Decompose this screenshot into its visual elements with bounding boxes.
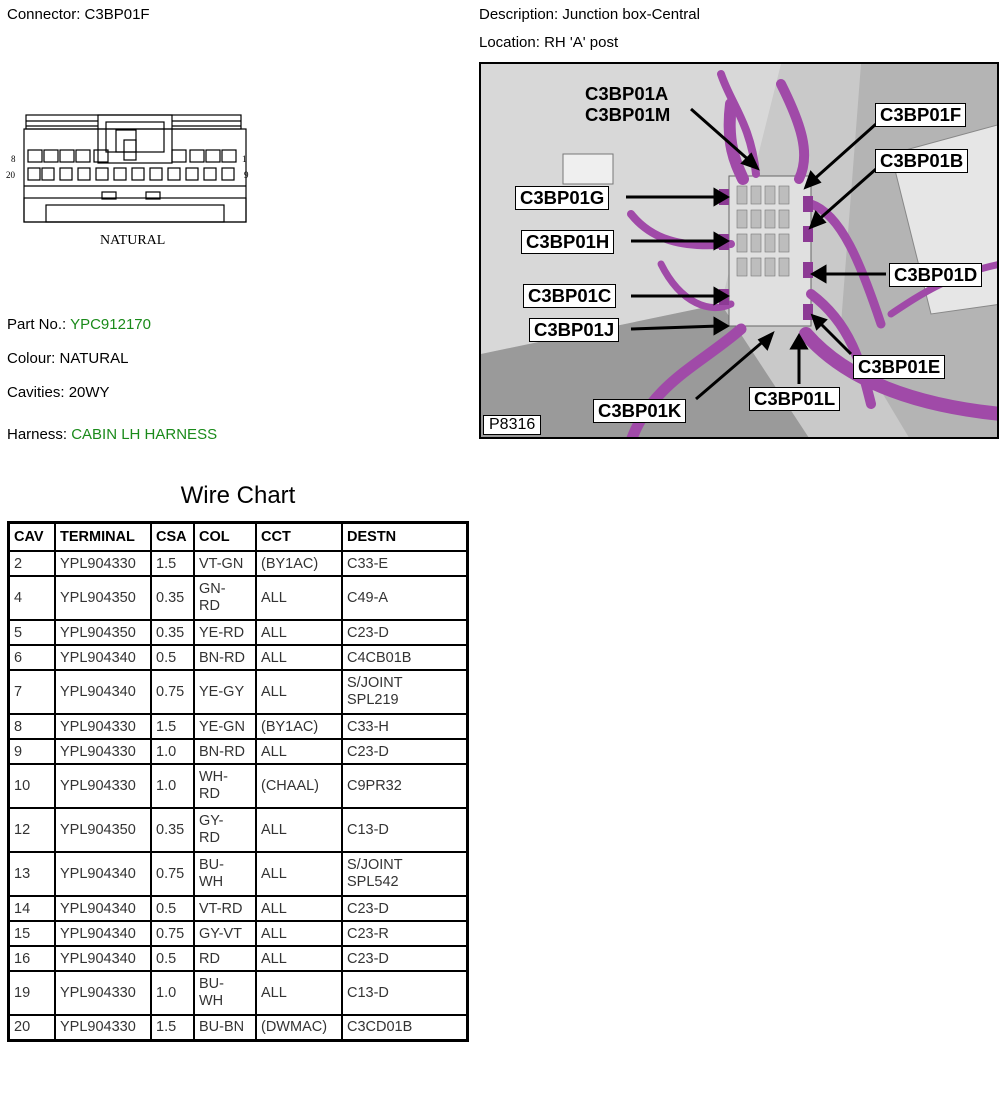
cell-cav: 7 xyxy=(9,670,56,714)
header-csa: CSA xyxy=(151,523,194,552)
pin-label-bottom-right: 9 xyxy=(244,170,249,180)
wire-row xyxy=(9,764,468,808)
cell-csa: 0.75 xyxy=(151,852,194,896)
harness-line xyxy=(7,426,217,443)
cell-csa: 0.35 xyxy=(151,620,194,645)
cell-destn: C49-A xyxy=(342,576,468,620)
cell-destn: C33-H xyxy=(342,714,468,739)
cell-cav: 12 xyxy=(9,808,56,852)
wire-chart-body xyxy=(9,551,468,1040)
cell-destn: C13-D xyxy=(342,808,468,852)
cell-destn: C23-D xyxy=(342,896,468,921)
cell-cct: (BY1AC) xyxy=(256,714,342,739)
cell-cav: 15 xyxy=(9,921,56,946)
pin-label-bottom-left: 20 xyxy=(6,170,15,180)
connector-face-diagram xyxy=(6,110,256,260)
colour-label: Colour: xyxy=(7,350,56,367)
callout-c3bp01d: C3BP01D xyxy=(889,263,982,287)
wire-row xyxy=(9,946,468,971)
callout-c3bp01h: C3BP01H xyxy=(521,230,614,254)
wire-row xyxy=(9,714,468,739)
cell-destn: S/JOINT SPL219 xyxy=(342,670,468,714)
wire-chart-header-row xyxy=(9,523,468,552)
cell-destn: C4CB01B xyxy=(342,645,468,670)
cell-col: BU-BN xyxy=(194,1015,256,1040)
cell-csa: 0.35 xyxy=(151,576,194,620)
cell-cct: ALL xyxy=(256,808,342,852)
wire-row xyxy=(9,921,468,946)
cell-terminal: YPL904340 xyxy=(55,921,151,946)
cell-cav: 2 xyxy=(9,551,56,576)
pin-label-top-left: 8 xyxy=(11,154,16,164)
cell-destn: C13-D xyxy=(342,971,468,1015)
cell-terminal: YPL904340 xyxy=(55,896,151,921)
cell-csa: 0.5 xyxy=(151,946,194,971)
cell-csa: 0.75 xyxy=(151,670,194,714)
cell-terminal: YPL904350 xyxy=(55,808,151,852)
cell-col: BN-RD xyxy=(194,645,256,670)
cell-destn: C23-D xyxy=(342,739,468,764)
wire-row xyxy=(9,808,468,852)
description-line xyxy=(479,6,700,23)
cell-cct: ALL xyxy=(256,576,342,620)
header-col: COL xyxy=(194,523,256,552)
cell-csa: 1.5 xyxy=(151,1015,194,1040)
cell-cct: ALL xyxy=(256,620,342,645)
colour-value: NATURAL xyxy=(59,350,129,367)
cell-cav: 8 xyxy=(9,714,56,739)
wire-row xyxy=(9,576,468,620)
cell-cct: ALL xyxy=(256,971,342,1015)
description-label: Description: xyxy=(479,6,559,23)
description-value: Junction box-Central xyxy=(562,6,700,23)
cell-col: YE-GN xyxy=(194,714,256,739)
cell-csa: 1.5 xyxy=(151,714,194,739)
callout-c3bp01a: C3BP01A xyxy=(585,83,669,104)
cell-terminal: YPL904350 xyxy=(55,576,151,620)
wire-row xyxy=(9,1015,468,1040)
cell-cct: ALL xyxy=(256,946,342,971)
cell-cct: ALL xyxy=(256,670,342,714)
cell-csa: 0.35 xyxy=(151,808,194,852)
cell-col: YE-RD xyxy=(194,620,256,645)
wire-chart-title: Wire Chart xyxy=(180,482,296,509)
callout-c3bp01e: C3BP01E xyxy=(853,355,945,379)
cell-terminal: YPL904330 xyxy=(55,1015,151,1040)
wire-chart-table xyxy=(7,521,469,1042)
connector-label: Connector: xyxy=(7,6,81,23)
cell-terminal: YPL904340 xyxy=(55,946,151,971)
cell-terminal: YPL904330 xyxy=(55,714,151,739)
wire-row xyxy=(9,971,468,1015)
cell-destn: C23-D xyxy=(342,620,468,645)
header-destn: DESTN xyxy=(342,523,468,552)
cell-cav: 10 xyxy=(9,764,56,808)
cell-destn: C23-D xyxy=(342,946,468,971)
cell-destn: C9PR32 xyxy=(342,764,468,808)
connector-line xyxy=(7,6,150,23)
cell-cav: 13 xyxy=(9,852,56,896)
cell-col: VT-RD xyxy=(194,896,256,921)
cell-col: BU- WH xyxy=(194,852,256,896)
cell-cav: 16 xyxy=(9,946,56,971)
cell-col: GY-VT xyxy=(194,921,256,946)
location-photo xyxy=(479,62,999,439)
header-cct: CCT xyxy=(256,523,342,552)
callout-c3bp01j: C3BP01J xyxy=(529,318,619,342)
photo-code: P8316 xyxy=(483,415,541,435)
header-cav: CAV xyxy=(9,523,56,552)
cell-col: BN-RD xyxy=(194,739,256,764)
wire-row xyxy=(9,670,468,714)
cell-cav: 4 xyxy=(9,576,56,620)
cell-col: GY- RD xyxy=(194,808,256,852)
cell-terminal: YPL904350 xyxy=(55,620,151,645)
cell-terminal: YPL904330 xyxy=(55,551,151,576)
cell-destn: C23-R xyxy=(342,921,468,946)
callout-c3bp01f: C3BP01F xyxy=(875,103,966,127)
cell-destn: S/JOINT SPL542 xyxy=(342,852,468,896)
cell-terminal: YPL904340 xyxy=(55,645,151,670)
wire-row xyxy=(9,896,468,921)
cell-cav: 9 xyxy=(9,739,56,764)
callout-c3bp01k: C3BP01K xyxy=(593,399,686,423)
part-no-line xyxy=(7,316,151,333)
cell-destn: C33-E xyxy=(342,551,468,576)
harness-link[interactable]: CABIN LH HARNESS xyxy=(71,426,218,443)
cell-cav: 19 xyxy=(9,971,56,1015)
cell-cav: 20 xyxy=(9,1015,56,1040)
cell-terminal: YPL904330 xyxy=(55,739,151,764)
cell-col: GN- RD xyxy=(194,576,256,620)
cell-csa: 0.5 xyxy=(151,896,194,921)
harness-label: Harness: xyxy=(7,426,68,443)
cell-cct: (CHAAL) xyxy=(256,764,342,808)
part-no-link[interactable]: YPC912170 xyxy=(70,316,151,333)
cell-cct: (DWMAC) xyxy=(256,1015,342,1040)
cell-destn: C3CD01B xyxy=(342,1015,468,1040)
cell-col: WH- RD xyxy=(194,764,256,808)
cell-col: YE-GY xyxy=(194,670,256,714)
callout-c3bp01b: C3BP01B xyxy=(875,149,968,173)
pin-label-top-right: 1 xyxy=(242,154,247,164)
cell-cav: 6 xyxy=(9,645,56,670)
cell-cav: 14 xyxy=(9,896,56,921)
location-label: Location: xyxy=(479,34,540,51)
wire-row xyxy=(9,645,468,670)
colour-line xyxy=(7,350,128,367)
connector-value: C3BP01F xyxy=(84,6,150,23)
callout-c3bp01m: C3BP01M xyxy=(585,104,671,125)
cell-cct: (BY1AC) xyxy=(256,551,342,576)
cell-csa: 0.5 xyxy=(151,645,194,670)
cell-terminal: YPL904340 xyxy=(55,852,151,896)
cavities-line xyxy=(7,384,110,401)
location-line xyxy=(479,34,618,51)
callout-c3bp01l: C3BP01L xyxy=(749,387,840,411)
cell-cct: ALL xyxy=(256,852,342,896)
cavities-value: 20WY xyxy=(68,384,110,401)
cell-csa: 1.0 xyxy=(151,971,194,1015)
cell-cct: ALL xyxy=(256,645,342,670)
cell-col: BU- WH xyxy=(194,971,256,1015)
cell-terminal: YPL904330 xyxy=(55,764,151,808)
cell-csa: 0.75 xyxy=(151,921,194,946)
cell-terminal: YPL904340 xyxy=(55,670,151,714)
cell-cct: ALL xyxy=(256,739,342,764)
cell-cct: ALL xyxy=(256,896,342,921)
location-value: RH 'A' post xyxy=(544,34,619,51)
cell-col: RD xyxy=(194,946,256,971)
callout-c3bp01c: C3BP01C xyxy=(523,284,616,308)
cell-cct: ALL xyxy=(256,921,342,946)
callout-c3bp01g: C3BP01G xyxy=(515,186,609,210)
diagram-caption: NATURAL xyxy=(100,233,166,248)
wire-row xyxy=(9,551,468,576)
cell-csa: 1.0 xyxy=(151,764,194,808)
header-terminal: TERMINAL xyxy=(55,523,151,552)
wire-row xyxy=(9,739,468,764)
cell-csa: 1.5 xyxy=(151,551,194,576)
part-no-label: Part No.: xyxy=(7,316,67,333)
cell-col: VT-GN xyxy=(194,551,256,576)
cell-terminal: YPL904330 xyxy=(55,971,151,1015)
wire-row xyxy=(9,852,468,896)
cavities-label: Cavities: xyxy=(7,384,65,401)
wire-row xyxy=(9,620,468,645)
cell-cav: 5 xyxy=(9,620,56,645)
cell-csa: 1.0 xyxy=(151,739,194,764)
